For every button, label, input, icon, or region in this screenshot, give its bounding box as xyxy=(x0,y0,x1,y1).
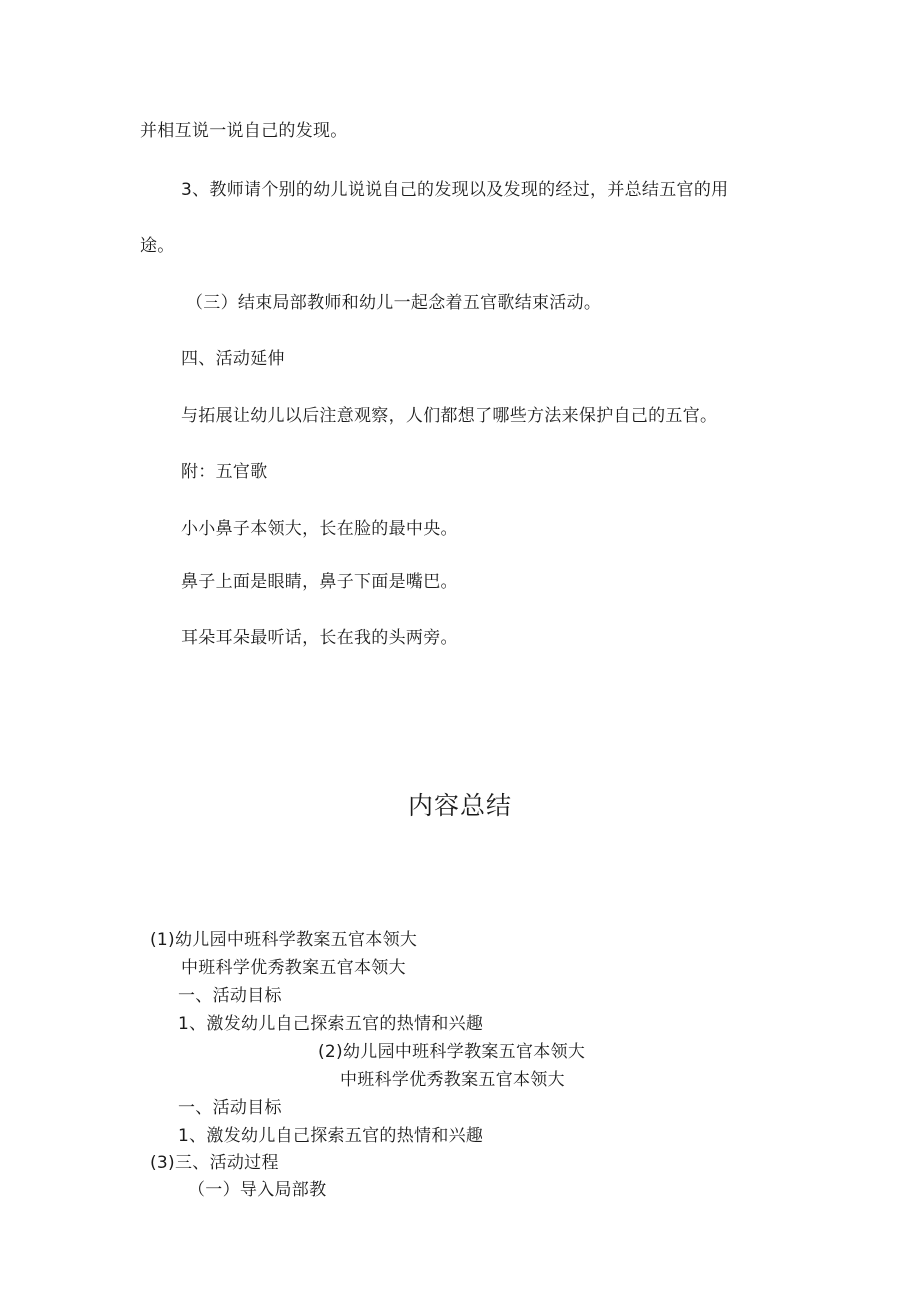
paragraph-text: 3、教师请个别的幼儿说说自己的发现以及发现的经过，并总结五官的用 xyxy=(181,180,729,200)
song-line: 小小鼻子本领大，长在脸的最中央。 xyxy=(181,519,458,539)
paragraph-text: 途。 xyxy=(140,236,175,256)
paragraph-text: （三）结束局部教师和幼儿一起念着五官歌结束活动。 xyxy=(186,293,602,313)
summary-line: (1)幼儿园中班科学教案五官本领大 xyxy=(150,930,418,950)
paragraph-text: 与拓展让幼儿以后注意观察，人们都想了哪些方法来保护自己的五官。 xyxy=(181,406,718,426)
summary-line: 一、活动目标 xyxy=(178,1098,282,1118)
song-line: 耳朵耳朵最听话，长在我的头两旁。 xyxy=(181,628,458,648)
summary-line: 中班科学优秀教案五官本领大 xyxy=(181,958,406,978)
summary-line: 1、激发幼儿自己探索五官的热情和兴趣 xyxy=(178,1126,484,1146)
summary-title: 内容总结 xyxy=(407,791,512,820)
section-heading: 四、活动延伸 xyxy=(181,349,285,369)
paragraph-text: 并相互说一说自己的发现。 xyxy=(140,121,348,141)
paragraph-text: 附：五官歌 xyxy=(181,462,268,482)
summary-line: (2)幼儿园中班科学教案五官本领大 xyxy=(318,1042,586,1062)
summary-line: 一、活动目标 xyxy=(178,986,282,1006)
summary-line: (3)三、活动过程 xyxy=(150,1153,279,1173)
song-line: 鼻子上面是眼睛，鼻子下面是嘴巴。 xyxy=(181,572,458,592)
summary-line: 1、激发幼儿自己探索五官的热情和兴趣 xyxy=(178,1014,484,1034)
summary-line: 中班科学优秀教案五官本领大 xyxy=(340,1070,565,1090)
summary-line: （一）导入局部教 xyxy=(188,1180,327,1200)
